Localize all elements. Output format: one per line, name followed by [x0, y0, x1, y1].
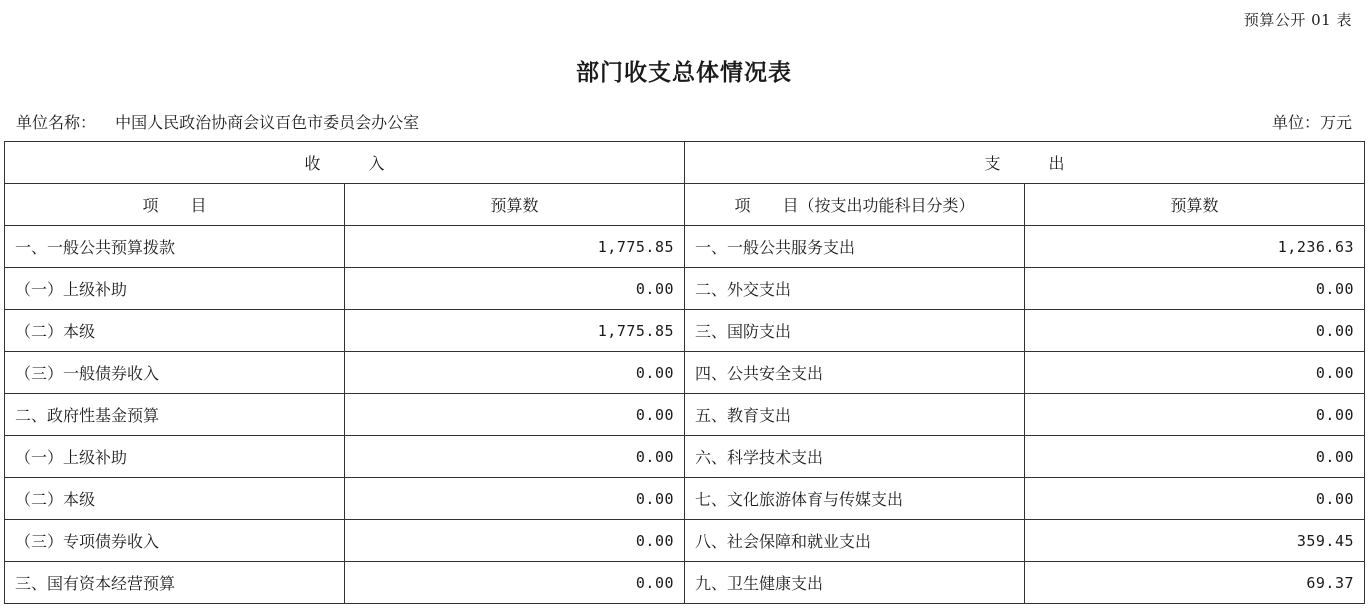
- expense-item-cell: 五、教育支出: [685, 394, 1025, 436]
- expense-item-cell: 三、国防支出: [685, 310, 1025, 352]
- expense-item-cell: 六、科学技术支出: [685, 436, 1025, 478]
- expense-item-header: 项 目（按支出功能科目分类）: [685, 184, 1025, 226]
- unit-name-group: [16, 110, 419, 133]
- table-row: [5, 478, 1365, 520]
- expense-value-cell: 0.00: [1025, 436, 1365, 478]
- table-row: [5, 394, 1365, 436]
- table-row: [5, 436, 1365, 478]
- expense-item-cell: 七、文化旅游体育与传媒支出: [685, 478, 1025, 520]
- expense-value-cell: 0.00: [1025, 478, 1365, 520]
- meta-row: [16, 110, 1352, 132]
- expense-value-cell: 69.37: [1025, 562, 1365, 604]
- unit-name-value: 中国人民政治协商会议百色市委员会办公室: [115, 113, 420, 132]
- income-value-cell: 0.00: [345, 436, 685, 478]
- expense-item-cell: 九、卫生健康支出: [685, 562, 1025, 604]
- income-budget-header: 预算数: [345, 184, 685, 226]
- money-unit: 单位：万元: [1271, 113, 1352, 132]
- expense-value-cell: 0.00: [1025, 394, 1365, 436]
- budget-table: [4, 141, 1365, 604]
- expense-budget-header: 预算数: [1025, 184, 1365, 226]
- table-row: [5, 352, 1365, 394]
- budget-table-body: [5, 226, 1365, 604]
- table-row: [5, 268, 1365, 310]
- table-row: [5, 310, 1365, 352]
- budget-table-wrapper: [4, 141, 1364, 604]
- income-value-cell: 0.00: [345, 352, 685, 394]
- income-value-cell: 0.00: [345, 394, 685, 436]
- income-value-cell: 1,775.85: [345, 226, 685, 268]
- income-item-cell: （二）本级: [5, 310, 345, 352]
- expense-value-cell: 1,236.63: [1025, 226, 1365, 268]
- page-title: 部门收支总体情况表: [576, 59, 792, 86]
- expense-item-cell: 一、一般公共服务支出: [685, 226, 1025, 268]
- table-row: [5, 226, 1365, 268]
- expense-value-cell: 0.00: [1025, 268, 1365, 310]
- table-row: [5, 520, 1365, 562]
- income-item-cell: （一）上级补助: [5, 268, 345, 310]
- income-item-cell: （三）一般债券收入: [5, 352, 345, 394]
- income-value-cell: 1,775.85: [345, 310, 685, 352]
- income-value-cell: 0.00: [345, 562, 685, 604]
- column-header-row: [5, 184, 1365, 226]
- income-item-header: 项 目: [5, 184, 345, 226]
- table-row: [5, 562, 1365, 604]
- section-header-row: [5, 142, 1365, 184]
- income-item-cell: 三、国有资本经营预算: [5, 562, 345, 604]
- expense-item-cell: 二、外交支出: [685, 268, 1025, 310]
- unit-name-label: 单位名称：: [16, 113, 97, 132]
- income-value-cell: 0.00: [345, 520, 685, 562]
- expense-section-header: 支 出: [685, 142, 1365, 184]
- income-section-header: 收 入: [5, 142, 685, 184]
- form-code: 预算公开 01 表: [1243, 11, 1352, 29]
- expense-item-cell: 四、公共安全支出: [685, 352, 1025, 394]
- income-item-cell: （三）专项债券收入: [5, 520, 345, 562]
- income-value-cell: 0.00: [345, 478, 685, 520]
- income-value-cell: 0.00: [345, 268, 685, 310]
- income-item-cell: 二、政府性基金预算: [5, 394, 345, 436]
- expense-item-cell: 八、社会保障和就业支出: [685, 520, 1025, 562]
- expense-value-cell: 359.45: [1025, 520, 1365, 562]
- income-item-cell: （一）上级补助: [5, 436, 345, 478]
- expense-value-cell: 0.00: [1025, 352, 1365, 394]
- expense-value-cell: 0.00: [1025, 310, 1365, 352]
- income-item-cell: （二）本级: [5, 478, 345, 520]
- income-item-cell: 一、一般公共预算拨款: [5, 226, 345, 268]
